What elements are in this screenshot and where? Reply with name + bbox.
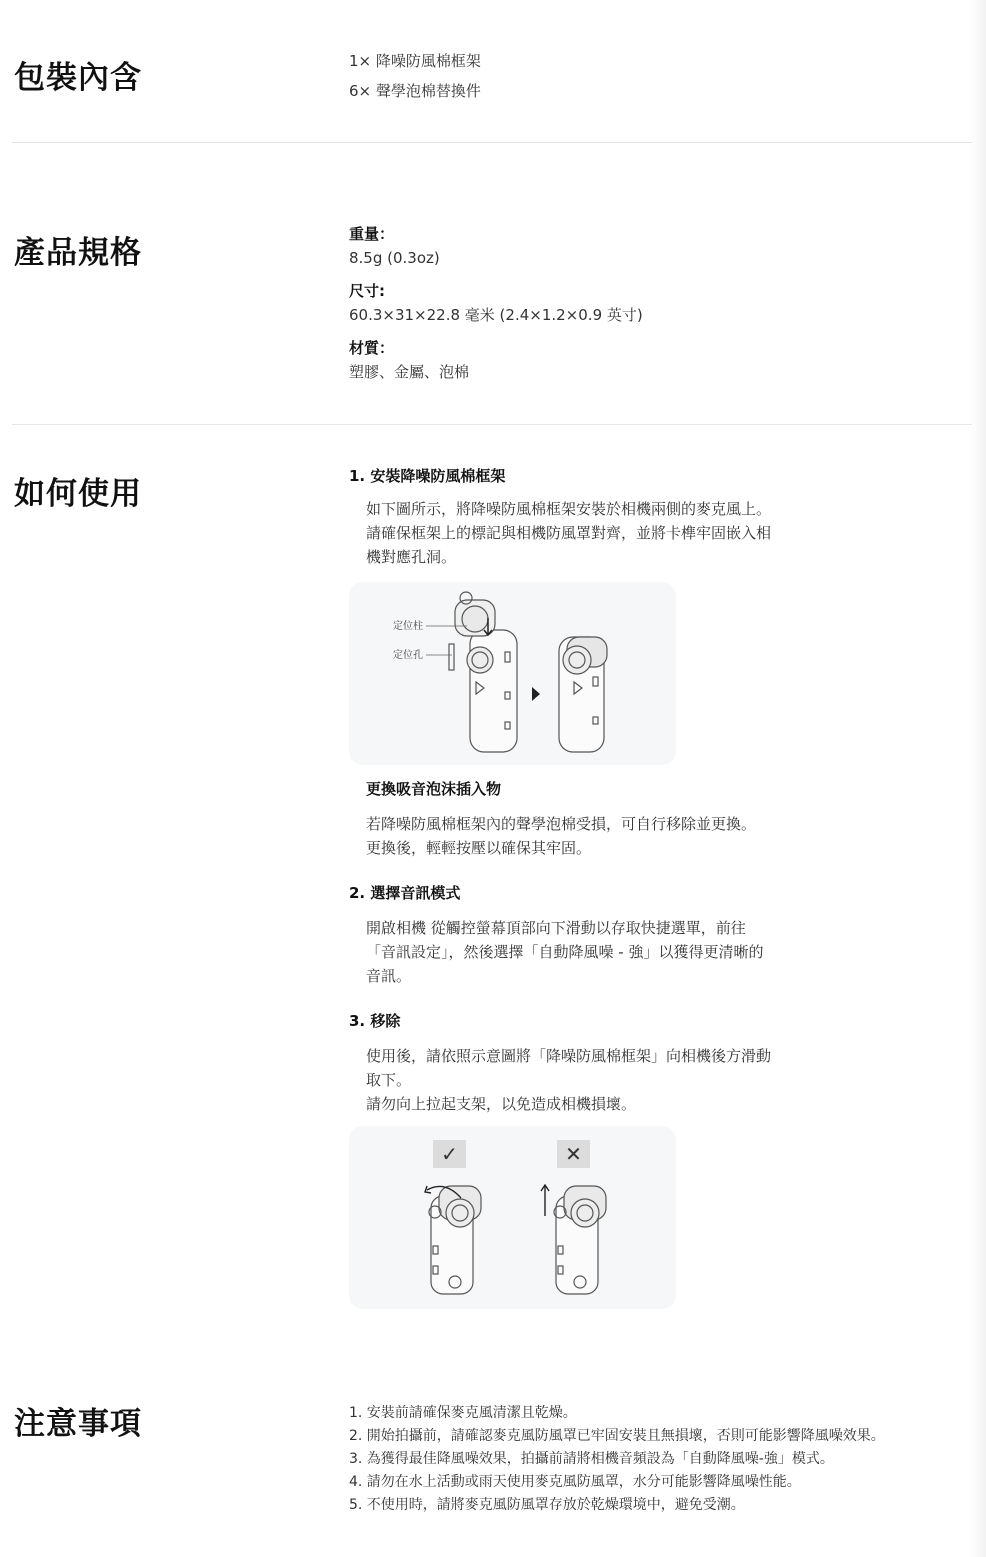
step3-title: 3. 移除 — [349, 1012, 401, 1030]
step1-block — [349, 464, 806, 569]
replace-text — [349, 812, 806, 860]
camera-installed-icon — [559, 637, 607, 752]
step3-text — [349, 1044, 806, 1116]
spec-label-material: 材質： — [349, 339, 395, 357]
step1-line: 請確保框架上的標記與相機防風罩對齊，並將卡榫牢固嵌入相 — [366, 524, 772, 542]
install-diagram — [349, 582, 676, 765]
camera-slide-back-icon — [425, 1186, 481, 1294]
right-edge-shadow — [970, 0, 986, 1557]
package-list — [349, 46, 481, 106]
step3-line: 取下。 — [366, 1071, 412, 1089]
replace-line: 若降噪防風棉框架內的聲學泡棉受損，可自行移除並更換。 — [366, 815, 757, 833]
notes-list — [349, 1402, 885, 1517]
step2-text — [349, 916, 806, 988]
notes-section-title: 注意事項 — [14, 1406, 142, 1442]
spec-value-material: 塑膠、金屬、泡棉 — [349, 363, 470, 381]
step1-text — [349, 497, 806, 569]
step2-line: 「音訊設定」，然後選擇「自動降風噪 - 強」以獲得更清晰的 — [366, 943, 764, 961]
step1-title: 1. 安裝降噪防風棉框架 — [349, 467, 506, 485]
note-item: 3. 為獲得最佳降風噪效果，拍攝前請將相機音頻設為「自動降風噪-強」模式。 — [349, 1451, 834, 1467]
spec-value-weight: 8.5g (0.3oz) — [349, 249, 440, 267]
step2-line: 音訊。 — [366, 967, 412, 985]
package-item: 1× 降噪防風棉框架 — [349, 52, 481, 70]
divider — [12, 424, 972, 425]
step2-title: 2. 選擇音訊模式 — [349, 884, 461, 902]
step3-line: 請勿向上拉起支架，以免造成相機損壞。 — [366, 1095, 637, 1113]
removal-diagram — [349, 1126, 676, 1309]
post-label: 定位柱 — [393, 621, 423, 632]
removal-diagram-svg — [349, 1126, 676, 1309]
replace-block — [349, 777, 806, 860]
step1-line: 如下圖所示，將降噪防風棉框架安裝於相機兩側的麥克風上。 — [366, 500, 772, 518]
spec-label-size: 尺寸: — [349, 282, 385, 300]
step2-block — [349, 881, 806, 988]
specs-list — [349, 222, 643, 384]
arrow-right-icon — [532, 687, 540, 701]
step1-line: 機對應孔洞。 — [366, 548, 457, 566]
spec-value-size: 60.3×31×22.8 毫米 (2.4×1.2×0.9 英寸) — [349, 306, 643, 324]
install-diagram-svg — [349, 582, 676, 765]
camera-with-frame-icon — [449, 592, 517, 752]
package-section-title: 包裝內含 — [14, 60, 142, 96]
note-item: 5. 不使用時，請將麥克風防風罩存放於乾燥環境中，避免受潮。 — [349, 1497, 745, 1513]
note-item: 2. 開始拍攝前，請確認麥克風防風罩已牢固安裝且無損壞，否則可能影響降風噪效果。 — [349, 1428, 885, 1444]
incorrect-cross-icon: ✕ — [557, 1140, 590, 1168]
camera-pull-up-icon — [541, 1185, 606, 1294]
howto-section-title: 如何使用 — [14, 476, 142, 512]
spec-label-weight: 重量： — [349, 225, 395, 243]
package-item: 6× 聲學泡棉替換件 — [349, 82, 481, 100]
divider — [12, 142, 972, 143]
note-item: 4. 請勿在水上活動或雨天使用麥克風防風罩，水分可能影響降風噪性能。 — [349, 1474, 801, 1490]
step2-line: 開啟相機 從觸控螢幕頂部向下滑動以存取快捷選單，前往 — [366, 919, 746, 937]
correct-check-icon: ✓ — [433, 1140, 466, 1168]
specs-section-title: 產品規格 — [14, 235, 142, 271]
step3-line: 使用後，請依照示意圖將「降噪防風棉框架」向相機後方滑動 — [366, 1047, 772, 1065]
replace-title: 更換吸音泡沫插入物 — [366, 780, 502, 798]
step3-block — [349, 1009, 806, 1116]
note-item: 1. 安裝前請確保麥克風清潔且乾燥。 — [349, 1405, 577, 1421]
hole-label: 定位孔 — [393, 650, 423, 661]
replace-line: 更換後，輕輕按壓以確保其牢固。 — [366, 839, 592, 857]
